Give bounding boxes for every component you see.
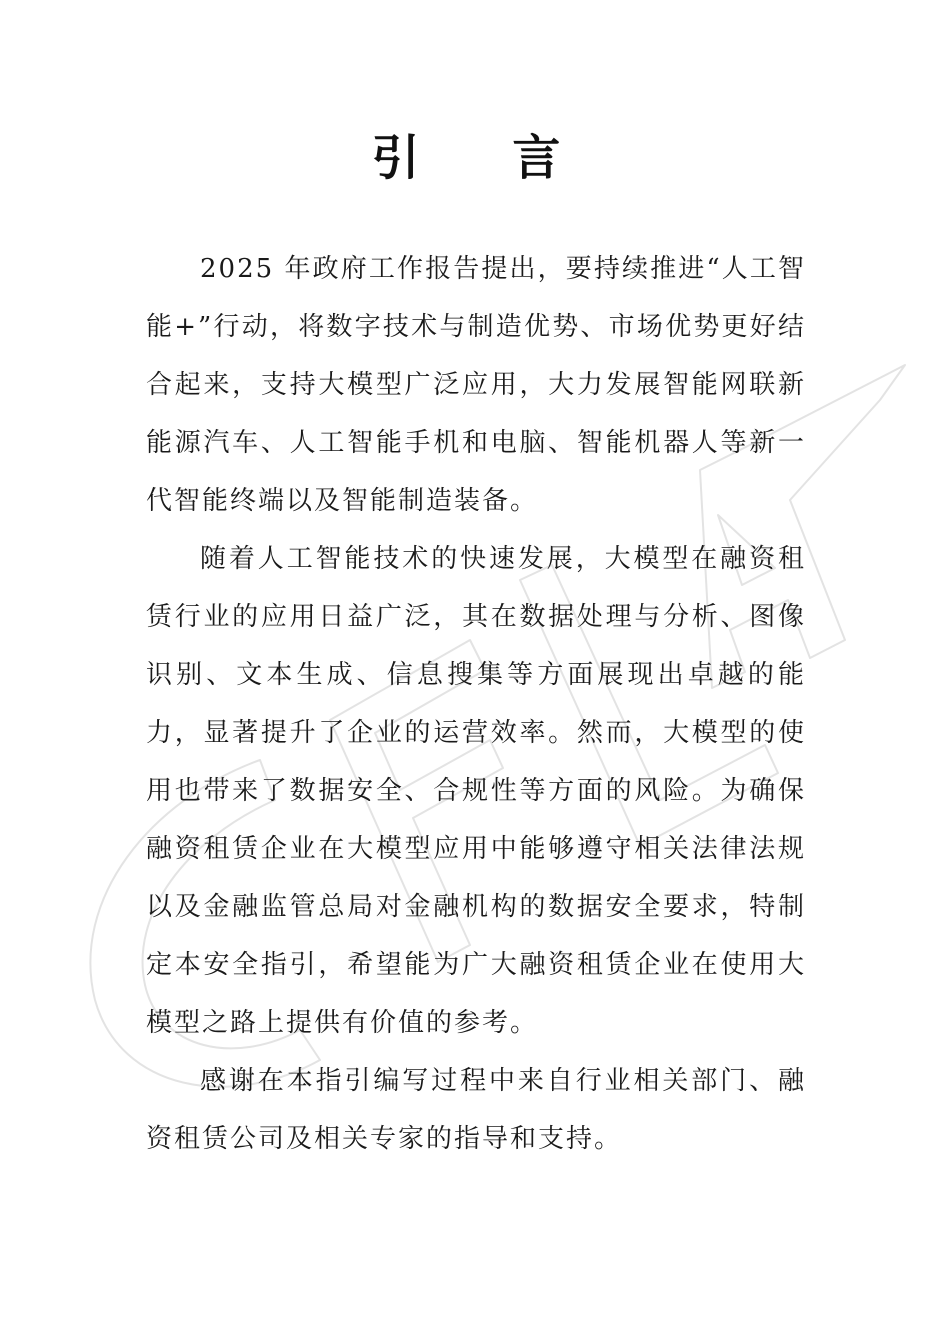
paragraph-government-report: 2025 年政府工作报告提出，要持续推进“人工智能+”行动，将数字技术与制造优势、市场优势更好结合起来，支持大模型广泛应用，大力发展智能网联新能源汽车、人工智能手机和电脑、智能机器人等新一代智能终端以及智能制造装备。 bbox=[146, 254, 806, 516]
paragraph-acknowledgement: 感谢在本指引编写过程中来自行业相关部门、融资租赁公司及相关专家的指导和支持。 bbox=[146, 1066, 806, 1154]
page-title: 引 言 bbox=[371, 130, 599, 186]
paragraph-ai-risks: 随着人工智能技术的快速发展，大模型在融资租赁行业的应用日益广泛，其在数据处理与分析、图像识别、文本生成、信息搜集等方面展现出卓越的能力，显著提升了企业的运营效率。然而，大模型的使用也带来了数据安全、合规性等方面的风险。为确保融资租赁企业在大模型应用中能够遵守相关法律法规以及金融监管总局对金融机构的数据安全要求，特制定本安全指引，希望能为广大融资租赁企业在使用大模型之路上提供有价值的参考。 bbox=[146, 544, 806, 1038]
body-text bbox=[146, 240, 806, 1168]
